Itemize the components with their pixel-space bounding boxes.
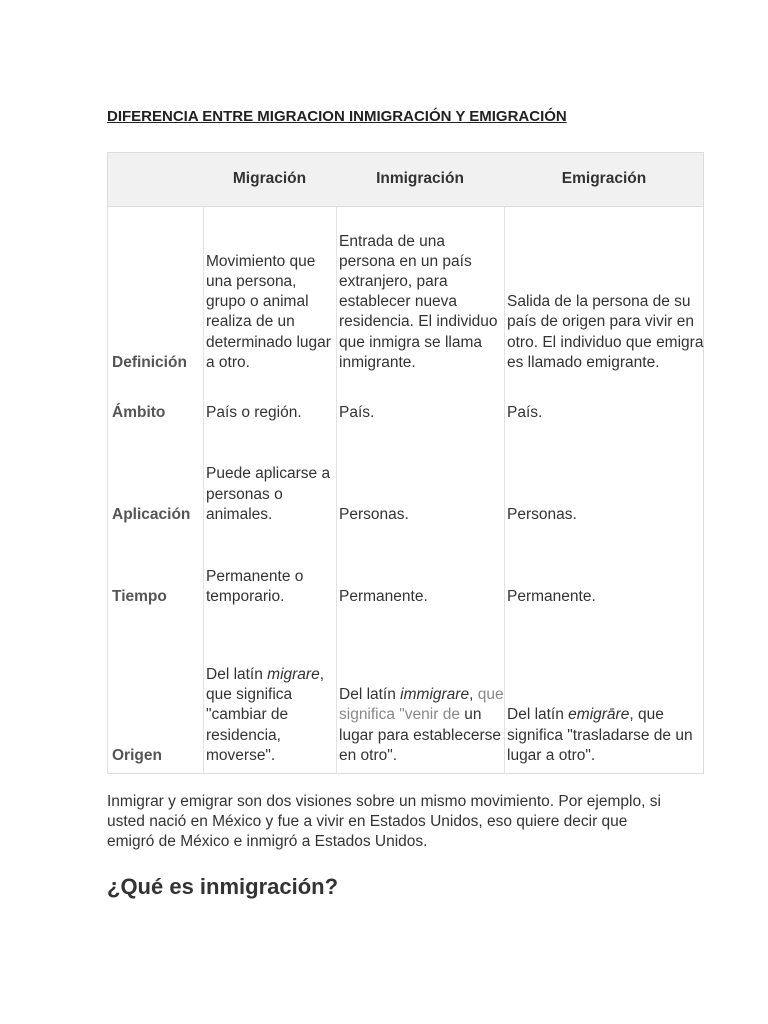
- comparison-table: [107, 152, 704, 774]
- row-label: Tiempo: [112, 587, 167, 605]
- cell-emigracion: Salida de la persona de su país de origen para vivir en otro. El individuo que emigra es llamado emigrante.: [504, 206, 704, 381]
- cell-migracion: Puede aplicarse a personas o animales.: [203, 431, 336, 533]
- cell-migracion: País o región.: [203, 381, 336, 431]
- row-label: Definición: [112, 353, 187, 371]
- cell-inmigracion: Entrada de una persona en un país extranjero, para establecer nueva residencia. El individuo que inmigra se llama inmigrante.: [336, 206, 504, 381]
- header-migracion: Migración: [232, 170, 307, 187]
- header-inmigracion: Inmigración: [376, 170, 464, 187]
- table-row: [108, 615, 703, 774]
- cell-emigracion: País.: [504, 381, 704, 431]
- row-label: Aplicación: [112, 505, 191, 523]
- table-row: [108, 381, 703, 431]
- cell-inmigracion: País.: [336, 381, 504, 431]
- document-title: DIFERENCIA ENTRE MIGRACION INMIGRACIÓN Y EMIGRACIÓN: [107, 108, 567, 125]
- table-header-row: [108, 153, 703, 207]
- cell-migracion: Movimiento que una persona, grupo o animal realiza de un determinado lugar a otro.: [203, 206, 336, 381]
- cell-migracion: Permanente o temporario.: [203, 533, 336, 615]
- cell-emigracion: Personas.: [504, 431, 704, 533]
- table-row: [108, 533, 703, 615]
- cell-inmigracion: Personas.: [336, 431, 504, 533]
- header-emigracion: Emigración: [561, 170, 647, 187]
- cell-emigracion: Del latín emigrāre, que significa "trasladarse de un lugar a otro".: [504, 615, 704, 774]
- cell-emigracion: Permanente.: [504, 533, 704, 615]
- table-row: [108, 206, 703, 381]
- row-label: Ámbito: [112, 403, 166, 421]
- body-paragraph: Inmigrar y emigrar son dos visiones sobre un mismo movimiento. Por ejemplo, si usted nació en México y fue a vivir en Estados Unidos, eso quiere decir que emigró de México e inmigró a Estados Unidos.: [107, 793, 661, 851]
- cell-inmigracion: Permanente.: [336, 533, 504, 615]
- cell-migracion: Del latín migrare, que significa "cambiar de residencia, moverse".: [203, 615, 336, 774]
- section-heading: ¿Qué es inmigración?: [107, 874, 339, 899]
- cell-inmigracion: Del latín immigrare, que significa "venir de un lugar para establecerse en otro".: [336, 615, 504, 774]
- row-label: Origen: [112, 746, 162, 764]
- table-row: [108, 431, 703, 533]
